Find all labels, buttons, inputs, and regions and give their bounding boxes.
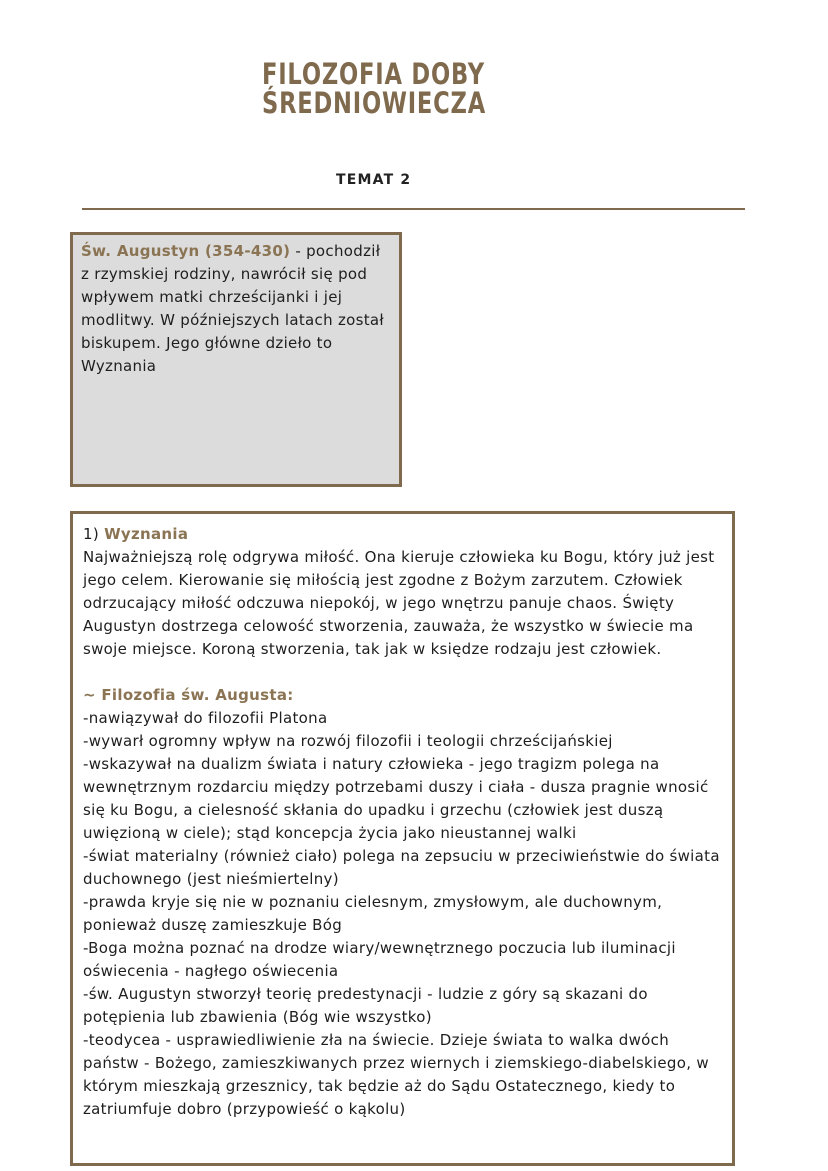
section1-heading <box>83 523 726 546</box>
header-divider <box>82 208 745 210</box>
list-item: -wywarł ogromny wpływ na rozwój filozofii i teologii chrześcijańskiej <box>83 732 613 750</box>
section1-text: Najważniejszą rolę odgrywa miłość. Ona kieruje człowieka ku Bogu, który już jest jego celem. Kierowanie się miłością jest zgodne z Bożym zarzutem. Człowiek odrzucający miłość odczuwa niepokój, w jego wnętrzu panuje chaos. Święty Augustyn dostrzega celowość stworzenia, zauważa, że wszystko w świecie ma swoje miejsce. Koroną stworzenia, tak jak w księdze rodzaju jest człowiek. <box>83 548 715 658</box>
list-item: -teodycea - usprawiedliwienie zła na świecie. Dzieje świata to walka dwóch państw - Bożego, zamieszkiwanych przez wiernych i ziemskiego-diabelskiego, w którym mieszkają grzesznicy, tak będzie aż do Sądu Ostatecznego, kiedy to zatriumfuje dobro (przypowieść o kąkolu) <box>83 1031 709 1118</box>
topic-label: TEMAT 2 <box>336 172 412 188</box>
spacer <box>83 661 726 684</box>
section1-title: Wyznania <box>104 525 189 543</box>
list-item: -Boga można poznać na drodze wiary/wewnętrznego poczucia lub iluminacji oświecenia - nagłego oświecenia <box>83 939 676 980</box>
page-title <box>262 57 486 120</box>
bio-box <box>70 232 402 487</box>
bio-text: - pochodził z rzymskiej rodziny, nawrócił się pod wpływem matki chrześcijanki i jej modlitwy. W późniejszych latach został biskupem. Jego główne dzieło to Wyznania <box>81 242 384 375</box>
list-item: -św. Augustyn stworzył teorię predestynacji - ludzie z góry są skazani do potępienia lub zbawienia (Bóg wie wszystko) <box>83 985 648 1026</box>
bio-name: Św. Augustyn (354-430) <box>81 242 291 260</box>
content-box <box>70 511 735 1166</box>
list-item: -nawiązywał do filozofii Platona <box>83 709 328 727</box>
section1-number: 1) <box>83 525 105 543</box>
list-item: -wskazywał na dualizm świata i natury człowieka - jego tragizm polega na wewnętrznym rozdarciu między potrzebami duszy i ciała - dusza pragnie wnosić się ku Bogu, a cielesność skłania do upadku i grzechu (człowiek jest duszą uwięzioną w ciele); stąd koncepcja życia jako nieustannej walki <box>83 755 709 842</box>
list-item: -świat materialny (również ciało) polega na zepsuciu w przeciwieństwie do świata duchownego (jest nieśmiertelny) <box>83 847 720 888</box>
title-line-2: ŚREDNIOWIECZA <box>262 86 486 120</box>
list-item: -prawda kryje się nie w poznaniu cielesnym, zmysłowym, ale duchownym, ponieważ duszę zamieszkuje Bóg <box>83 893 663 934</box>
title-line-1: FILOZOFIA DOBY <box>262 57 485 91</box>
section2-heading: ~ Filozofia św. Augusta: <box>83 686 294 704</box>
